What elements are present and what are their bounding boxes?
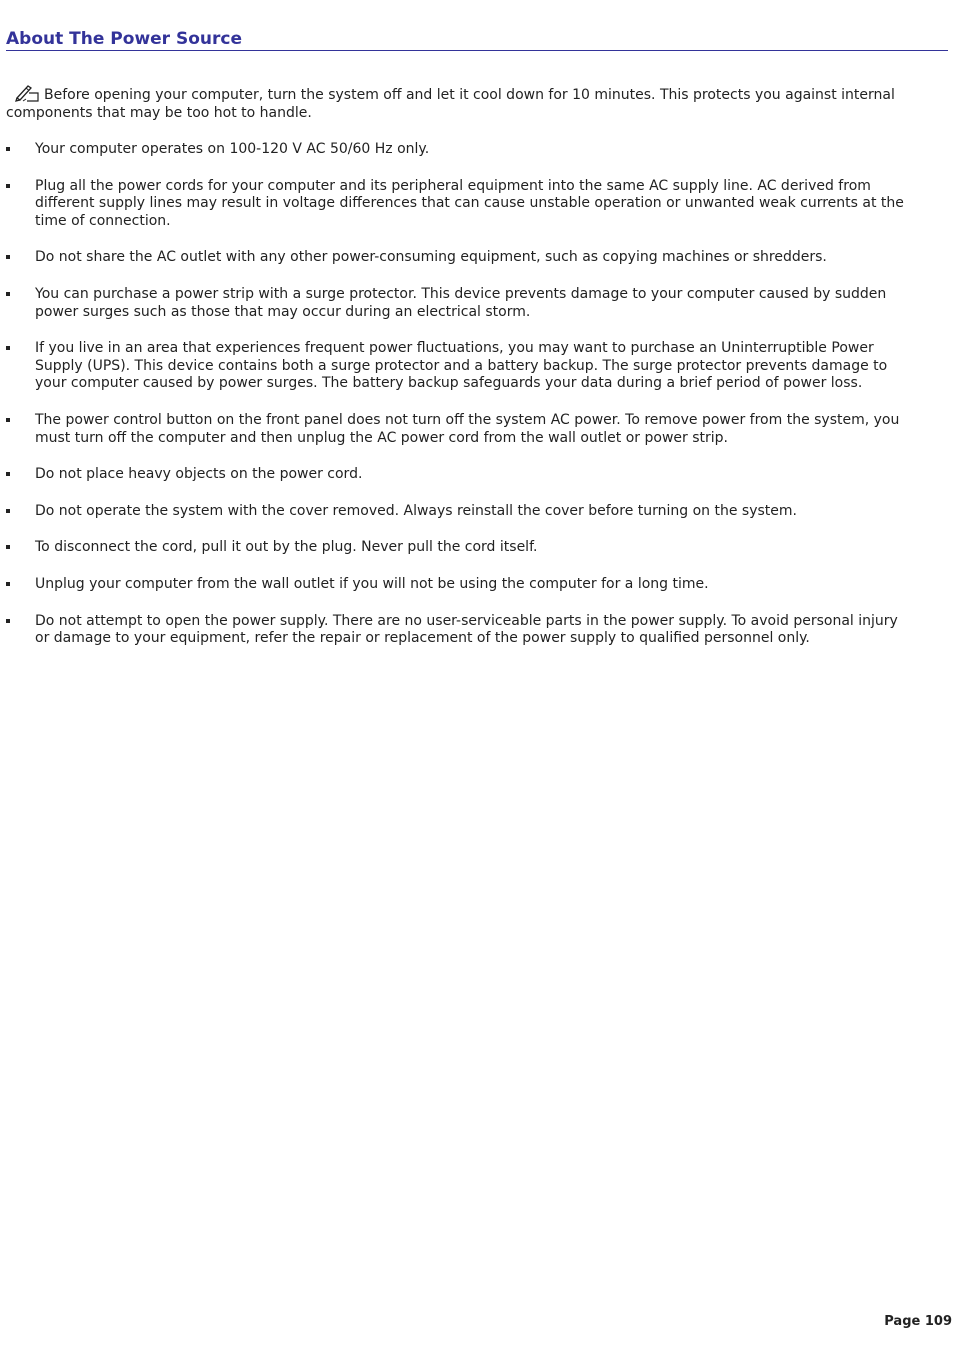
list-item bbox=[6, 503, 911, 521]
note-paragraph bbox=[6, 84, 911, 122]
list-item-text: Do not operate the system with the cover removed. Always reinstall the cover before turning on the system. bbox=[35, 502, 797, 519]
list-item-text: If you live in an area that experiences frequent power fluctuations, you may want to purchase an Uninterruptible Power Supply (UPS). This device contains both a surge protector and a battery backup. The surge protector prevents damage to your computer caused by power surges. The battery backup safeguards your data during a brief period of power loss. bbox=[35, 340, 888, 392]
bullet-square-icon bbox=[6, 582, 10, 586]
page-number: Page 109 bbox=[884, 1314, 952, 1329]
bullet-square-icon bbox=[6, 509, 10, 513]
list-item bbox=[6, 466, 911, 484]
list-item bbox=[6, 539, 911, 557]
bullet-square-icon bbox=[6, 292, 10, 296]
precautions-list bbox=[6, 141, 911, 667]
note-pencil-icon bbox=[14, 84, 40, 102]
list-item-text: Plug all the power cords for your computer and its peripheral equipment into the same AC supply line. AC derived from different supply lines may result in voltage differences that can cause unstable operation or unwanted weak currents at the time of connection. bbox=[35, 177, 904, 229]
note-text: Before opening your computer, turn the system off and let it cool down for 10 minutes. This protects you against internal components that may be too hot to handle. bbox=[6, 87, 895, 121]
list-item bbox=[6, 340, 911, 393]
bullet-square-icon bbox=[6, 545, 10, 549]
page-title: About The Power Source bbox=[6, 29, 948, 51]
list-item-text: To disconnect the cord, pull it out by the plug. Never pull the cord itself. bbox=[35, 539, 538, 556]
list-item-text: The power control button on the front panel does not turn off the system AC power. To remove power from the system, you must turn off the computer and then unplug the AC power cord from the wall outlet or power strip. bbox=[35, 411, 900, 446]
bullet-square-icon bbox=[6, 147, 10, 151]
list-item bbox=[6, 576, 911, 594]
list-item-text: You can purchase a power strip with a surge protector. This device prevents damage to your computer caused by sudden power surges such as those that may occur during an electrical storm. bbox=[35, 285, 887, 320]
bullet-square-icon bbox=[6, 418, 10, 422]
list-item bbox=[6, 286, 911, 321]
list-item-text: Unplug your computer from the wall outlet if you will not be using the computer for a long time. bbox=[35, 575, 709, 592]
list-item-text: Do not attempt to open the power supply. There are no user-serviceable parts in the power supply. To avoid personal injury or damage to your equipment, refer the repair or replacement of the power supply to qualified personnel only. bbox=[35, 612, 898, 647]
list-item-text: Do not place heavy objects on the power cord. bbox=[35, 466, 363, 483]
list-item bbox=[6, 412, 911, 447]
list-item-text: Do not share the AC outlet with any other power-consuming equipment, such as copying machines or shredders. bbox=[35, 249, 827, 266]
list-item bbox=[6, 249, 911, 267]
bullet-square-icon bbox=[6, 255, 10, 259]
bullet-square-icon bbox=[6, 184, 10, 188]
list-item bbox=[6, 141, 911, 159]
list-item-text: Your computer operates on 100-120 V AC 50/60 Hz only. bbox=[35, 141, 430, 157]
bullet-square-icon bbox=[6, 619, 10, 623]
bullet-square-icon bbox=[6, 472, 10, 476]
list-item bbox=[6, 613, 911, 648]
bullet-square-icon bbox=[6, 346, 10, 350]
list-item bbox=[6, 178, 911, 231]
